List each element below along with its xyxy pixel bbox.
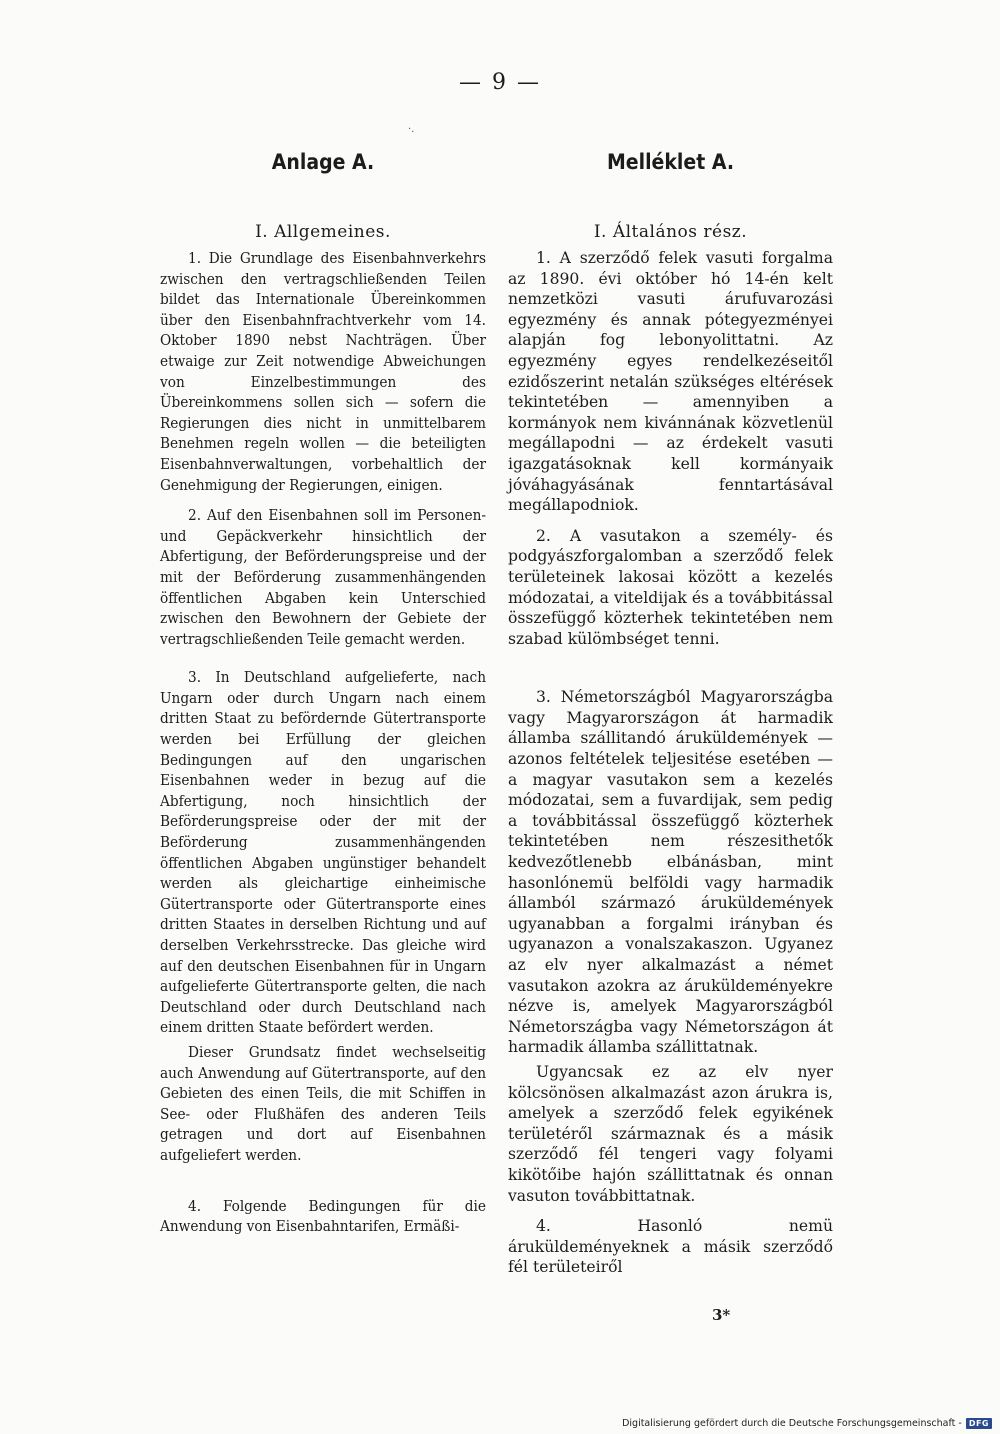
german-column: [160, 150, 486, 1247]
hungarian-paragraph: 4. Hasonló nemü áruküldeményeknek a másik szerződő fél területeiről: [508, 1217, 833, 1277]
german-column-title: Anlage A.: [271, 150, 375, 174]
german-paragraph: 3. In Deutschland aufgelieferte, nach Ungarn oder durch Ungarn nach einem dritten Staat zu befördernde Gütertransporte werden bei Erfüllung der gleichen Bedingungen auf den ungarischen Eisenbahnen weder in bezug auf die Abfertigung, noch hinsichtlich der Beförderungspreise oder der mit der Beförderung zusammenhängenden öffentlichen Abgaben ungünstiger behandelt werden als gleichartige einheimische Gütertransporte oder Gütertransporte eines dritten Staates in derselben Richtung und auf derselben Verkehrsstrecke. Das gleiche wird auf den deutschen Eisenbahnen für in Ungarn aufgelieferte Gütertransporte gelten, die nach Deutschland oder durch Deutschland nach einem dritten Staate befördert werden.: [160, 668, 486, 1037]
dfg-logo: DFG: [966, 1418, 992, 1429]
digitization-credit: [622, 1418, 992, 1429]
hungarian-section-title: I. Általános rész.: [593, 222, 748, 242]
page-number: — 9 —: [459, 70, 541, 95]
hungarian-column: [508, 150, 833, 1288]
german-paragraph: 1. Die Grundlage des Eisenbahnverkehrs zwischen den vertragschließenden Teilen bildet das Internationale Übereinkommen über den Eisenbahnfrachtverkehr vom 14. Oktober 1890 nebst Nachträgen. Über etwaige zur Zeit notwendige Abweichungen von Einzelbestimmungen des Übereinkommens sollen sich — sofern die Regierungen dies nicht in unmittelbarem Benehmen regeln wollen — die beteiligten Eisenbahnverwaltungen, vorbehaltlich der Genehmigung der Regierungen, einigen.: [160, 249, 486, 494]
german-paragraph: 4. Folgende Bedingungen für die Anwendung von Eisenbahntarifen, Ermäßi-: [160, 1196, 486, 1236]
german-paragraph: Dieser Grundsatz findet wechselseitig auch Anwendung auf Gütertransporte, auf den Gebieten des einen Teils, die mit Schiffen in See- oder Flußhäfen des anderen Teils getragen und dort auf Eisenbahnen aufgeliefert werden.: [160, 1042, 486, 1164]
hungarian-paragraph: 2. A vasutakon a személy- és podgyászforgalomban a szerződő felek területeinek lakosai között a kezelés módozatai, a viteldijak és a továbbitással összefüggő közterhek tekintetében nem szabad külömbséget tenni.: [508, 526, 833, 648]
german-section-title: I. Allgemeines.: [255, 222, 391, 242]
hungarian-paragraph: Ugyancsak ez az elv nyer kölcsönösen alkalmazást azon árukra is, amelyek a szerződő felek egyikének területéről származnak és a másik szerződő fél tengeri vagy folyami kikötőibe hajón szállittatnak és onnan vasuton továbbittatnak.: [508, 1062, 833, 1205]
german-paragraph: 2. Auf den Eisenbahnen soll im Personen- und Gepäckverkehr hinsichtlich der Abfertigung, der Beförderungspreise und der mit der Beförderung zusammenhängenden öffentlichen Abgaben kein Unterschied zwischen den Bewohnern der Gebiete der vertragschließenden Teile gemacht werden.: [160, 506, 486, 648]
credit-text: Digitalisierung gefördert durch die Deutsche Forschungsgemeinschaft -: [622, 1418, 962, 1429]
hungarian-paragraph: 3. Németországból Magyarországba vagy Magyarországon át harmadik államba szállitandó áruküldemények — azonos feltételek teljesitése esetében — a magyar vasutakon sem a kezelés módozatai, sem a fuvardijak, sem pedig a továbbitással összefüggő közterhek tekintetében nem részesithetők kedvezőtlenebb elbánásban, mint hasonlónemü belföldi vagy harmadik államból származó áruküldemények ugyanabban a forgalmi irányban és ugyanazon a vonalszakaszon. Ugyanez az elv nyer alkalmazást a német vasutakon azokra az áruküldeményekre nézve is, amelyek Magyarországból Németországba vagy Németországon át harmadik államba szállittatnak.: [508, 688, 833, 1057]
hungarian-column-title: Melléklet A.: [606, 150, 735, 174]
signature-mark: 3*: [712, 1306, 731, 1324]
hungarian-paragraph: 1. A szerződő felek vasuti forgalma az 1890. évi október hó 14-én kelt nemzetközi vasuti árufuvarozási egyezmény és annak pótegyezményei alapján fog lebonyolittatni. Az egyezmény egyes rendelkezéseitől ezidőszerint netalán szükséges eltérések tekintetében — amennyiben a kormányok nem kivánnának közvetlenül megállapodni — az érdekelt vasuti igazgatásoknak kell kormányaik jóváhagyásának fenntartásával megállapodniok.: [508, 249, 833, 515]
